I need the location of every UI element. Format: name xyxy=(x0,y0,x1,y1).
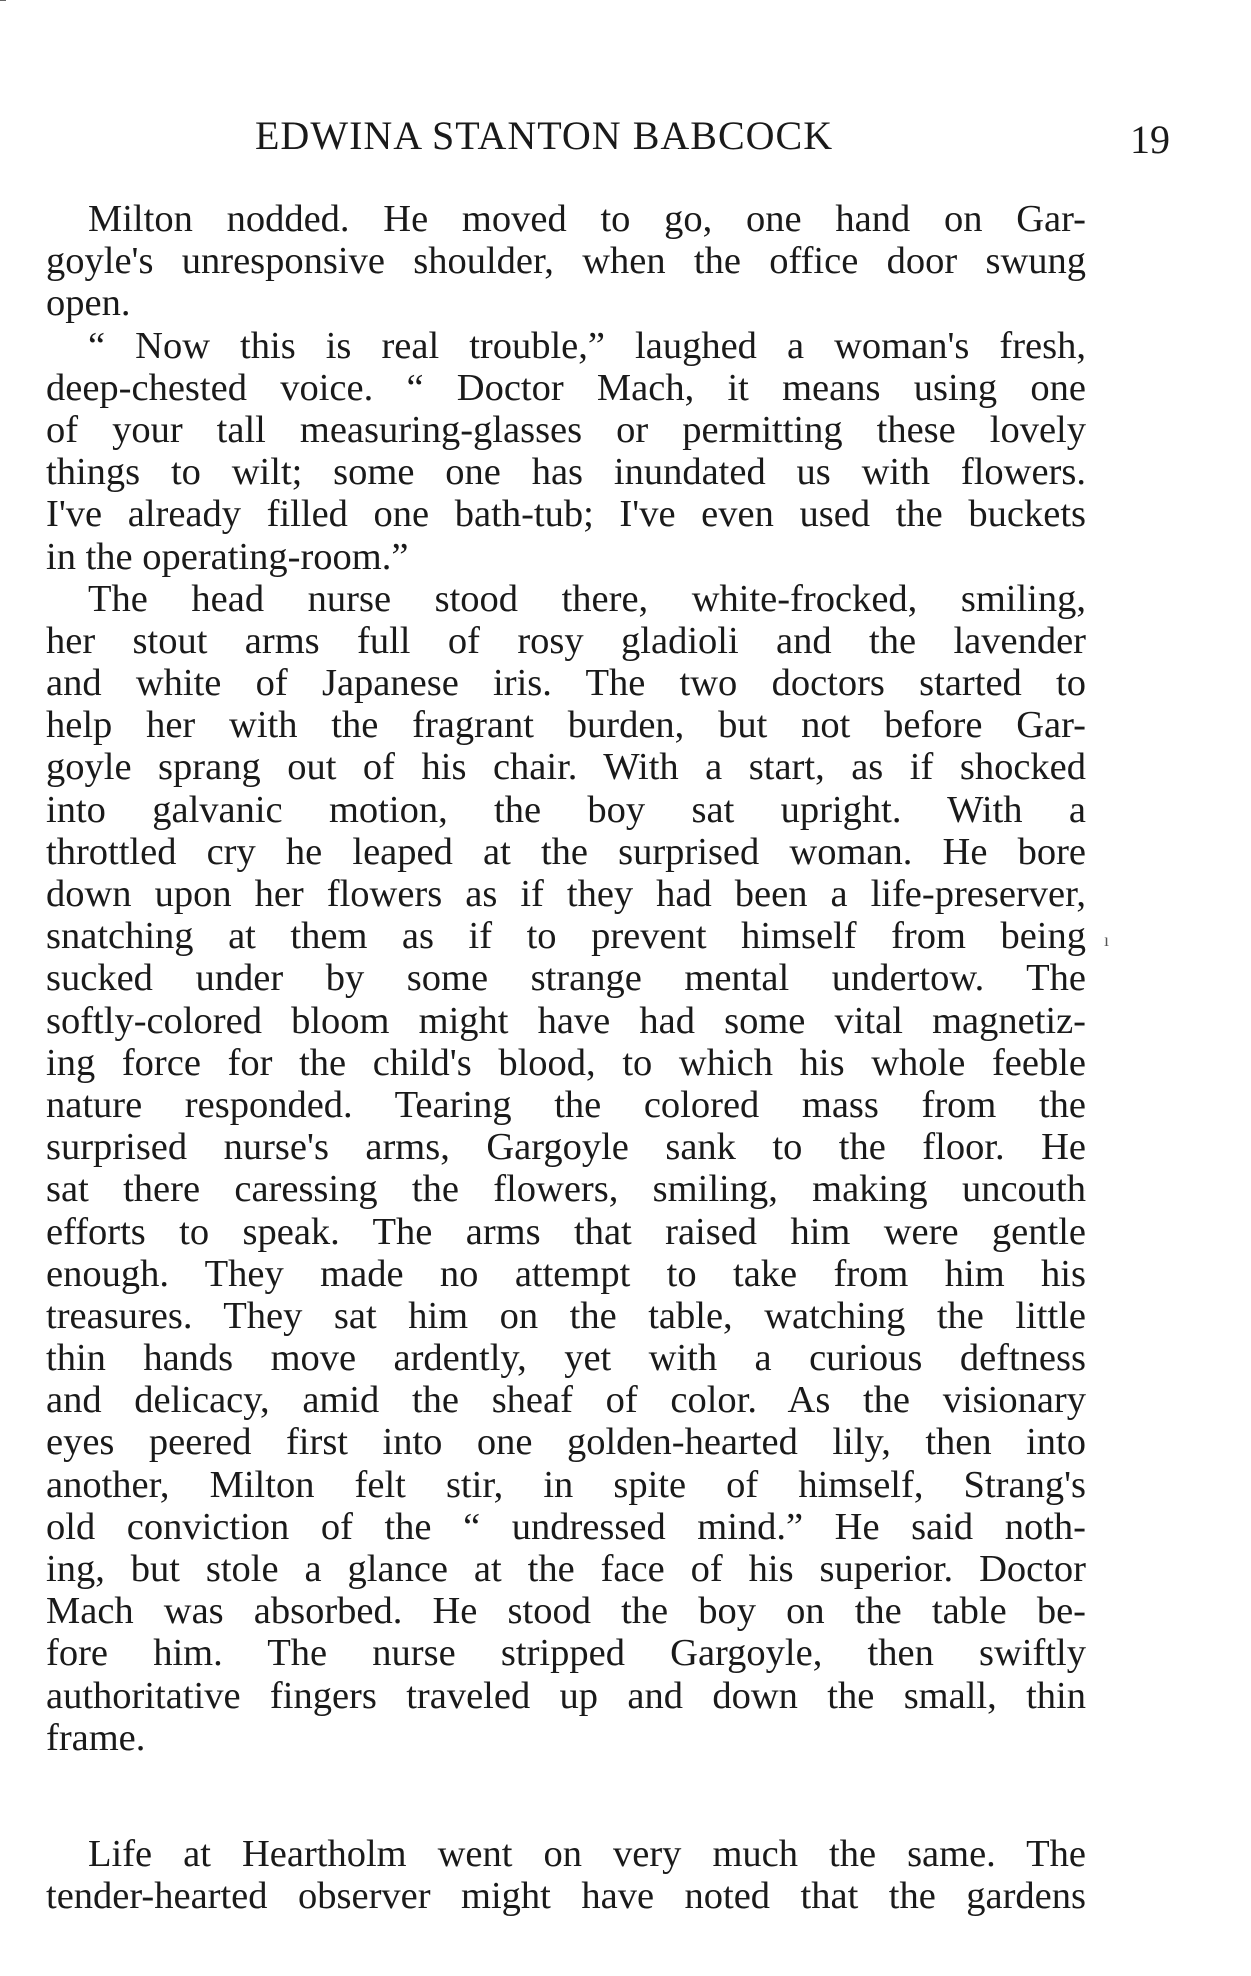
text-line: eyes peered first into one golden-hearted lily, then into xyxy=(46,1421,1086,1464)
text-line: deep-chested voice. “ Doctor Mach, it means using one xyxy=(46,366,1086,409)
text-line: Life at Heartholm went on very much the same. The xyxy=(88,1832,1086,1875)
text-line: authoritative fingers traveled up and down the small, thin xyxy=(46,1674,1086,1717)
text-line: The head nurse stood there, white-frocked, smiling, xyxy=(88,577,1086,620)
section-break xyxy=(46,1759,1086,1833)
text-line: and delicacy, amid the sheaf of color. As the visionary xyxy=(46,1379,1086,1422)
text-line: sat there caressing the flowers, smiling, making uncouth xyxy=(46,1168,1086,1211)
text-line: nature responded. Tearing the colored mass from the xyxy=(46,1083,1086,1126)
text-line: Milton nodded. He moved to go, one hand on Gar- xyxy=(88,198,1086,240)
text-line: treasures. They sat him on the table, watching the little xyxy=(46,1294,1086,1337)
running-head: EDWINA STANTON BABCOCK xyxy=(255,113,834,158)
text-line: and white of Japanese iris. The two doctors started to xyxy=(46,662,1086,705)
text-line: frame. xyxy=(46,1716,146,1759)
text-line: throttled cry he leaped at the surprised woman. He bore xyxy=(46,830,1086,873)
text-line: her stout arms full of rosy gladioli and the lavender xyxy=(46,619,1086,662)
text-line: softly-colored bloom might have had some vital magnetiz- xyxy=(46,999,1086,1042)
text-line: open. xyxy=(46,282,131,325)
text-line: things to wilt; some one has inundated us with flowers. xyxy=(46,451,1086,494)
text-line: help her with the fragrant burden, but not before Gar- xyxy=(46,704,1086,747)
text-line: thin hands move ardently, yet with a curious deftness xyxy=(46,1337,1086,1380)
text-line: in the operating-room.” xyxy=(46,535,409,578)
text-line: snatching at them as if to prevent himself from being xyxy=(46,915,1086,958)
page-number: 19 xyxy=(1130,117,1170,162)
text-line: fore him. The nurse stripped Gargoyle, then swiftly xyxy=(46,1632,1086,1675)
text-line: sucked under by some strange mental undertow. The xyxy=(46,957,1086,1000)
paragraph xyxy=(46,578,1086,1759)
body-text xyxy=(46,198,1086,1917)
text-line: ing, but stole a glance at the face of his superior. Doctor xyxy=(46,1548,1086,1590)
text-line: ing force for the child's blood, to which his whole feeble xyxy=(46,1041,1086,1084)
stray-mark: ı xyxy=(1104,930,1110,950)
text-line: surprised nurse's arms, Gargoyle sank to the floor. He xyxy=(46,1126,1086,1169)
text-line: efforts to speak. The arms that raised him were gentle xyxy=(46,1210,1086,1253)
scan-edge-mark xyxy=(0,0,6,1)
text-line: down upon her flowers as if they had been a life-preserver, xyxy=(46,873,1086,915)
text-line: goyle's unresponsive shoulder, when the office door swung xyxy=(46,240,1086,283)
text-line: old conviction of the “ undressed mind.” He said noth- xyxy=(46,1505,1086,1548)
text-line: Mach was absorbed. He stood the boy on the table be- xyxy=(46,1590,1086,1633)
text-line: I've already filled one bath-tub; I've even used the buckets xyxy=(46,493,1086,536)
text-line: tender-hearted observer might have noted that the gardens xyxy=(46,1875,1086,1918)
text-line: of your tall measuring-glasses or permitting these lovely xyxy=(46,408,1086,451)
text-line: into galvanic motion, the boy sat upright. With a xyxy=(46,788,1086,831)
page-header xyxy=(40,112,1170,162)
text-line: goyle sprang out of his chair. With a start, as if shocked xyxy=(46,746,1086,789)
paragraph xyxy=(46,325,1086,578)
text-line: another, Milton felt stir, in spite of himself, Strang's xyxy=(46,1463,1086,1506)
text-line: “ Now this is real trouble,” laughed a woman's fresh, xyxy=(88,324,1086,367)
text-line: enough. They made no attempt to take from him his xyxy=(46,1252,1086,1295)
paragraph xyxy=(46,198,1086,325)
paragraph xyxy=(46,1833,1086,1917)
